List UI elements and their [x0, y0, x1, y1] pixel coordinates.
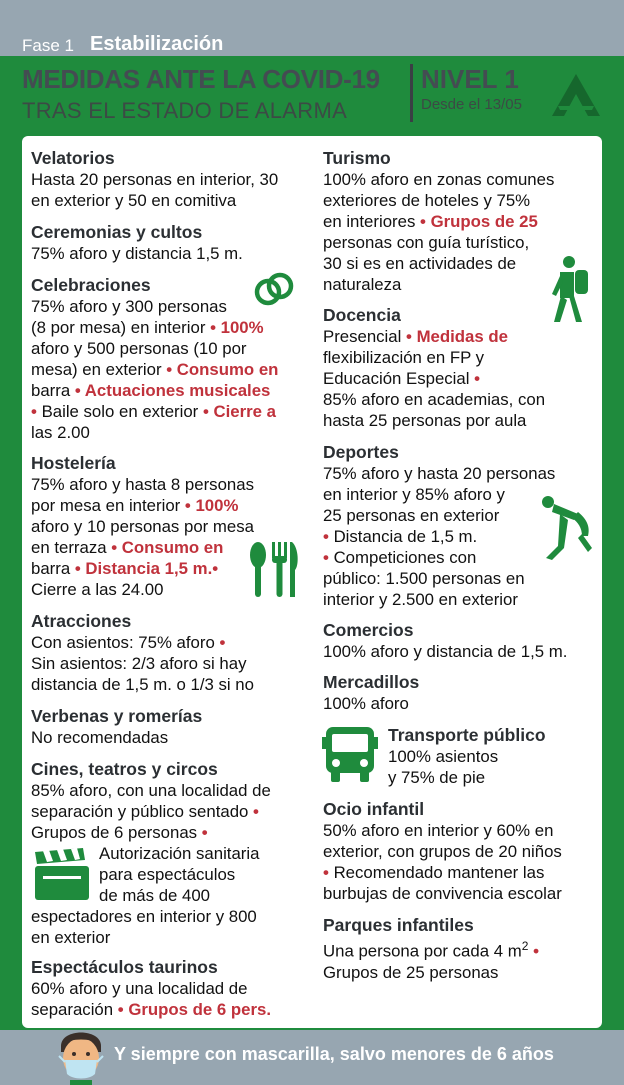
bus-icon: [322, 725, 378, 783]
text-line: • Baile solo en exterior • Cierre a: [31, 402, 276, 421]
section-title: Celebraciones: [31, 275, 151, 295]
exercise-icon: [538, 490, 594, 560]
section-title: Turismo: [323, 148, 391, 168]
text-line: aforo y 10 personas por mesa: [31, 517, 254, 536]
section-comercios: [323, 620, 598, 662]
text-line: 100% aforo: [323, 694, 409, 713]
text-line: Hasta 20 personas en interior, 30: [31, 170, 279, 189]
text-line: 50% aforo en interior y 60% en: [323, 821, 554, 840]
section-title: Mercadillos: [323, 672, 420, 692]
wedding-rings-icon: [252, 268, 296, 310]
section-ceremonias: [31, 222, 321, 264]
text-line: por mesa en interior • 100%: [31, 496, 239, 515]
level-date: Desde el 13/05: [421, 96, 522, 113]
text-line: 85% aforo, con una localidad de: [31, 781, 271, 800]
text-line: exterior, con grupos de 20 niños: [323, 842, 562, 861]
text-line: Con asientos: 75% aforo •: [31, 633, 226, 652]
section-title: Parques infantiles: [323, 915, 474, 935]
text-line: exteriores de hoteles y 75%: [323, 191, 531, 210]
text-line: para espectáculos: [99, 865, 236, 884]
text-line: hasta 25 personas por aula: [323, 411, 527, 430]
level-label: NIVEL 1: [421, 64, 519, 94]
text-line: Educación Especial •: [323, 369, 481, 388]
section-mercadillos: [323, 672, 598, 714]
text-line: personas con guía turístico,: [323, 233, 530, 252]
section-title: Docencia: [323, 305, 401, 325]
section-title: Verbenas y romerías: [31, 706, 203, 726]
section-title: Deportes: [323, 442, 399, 462]
text-line: mesa) en exterior • Consumo en: [31, 360, 279, 379]
text-line: (8 por mesa) en interior • 100%: [31, 318, 264, 337]
phase-label: Fase 1: [22, 36, 74, 55]
text-line: 75% aforo y 300 personas: [31, 297, 227, 316]
text-line: 85% aforo en academias, con: [323, 390, 546, 409]
text-line: barra • Distancia 1,5 m.•: [31, 559, 219, 578]
section-atracciones: [31, 611, 321, 695]
text-line: No recomendadas: [31, 728, 169, 747]
junta-logo-icon: [550, 72, 602, 118]
text-line: 30 si es en actividades de: [323, 254, 517, 273]
clapperboard-icon: [33, 846, 91, 902]
text-line: • Competiciones con: [323, 548, 477, 567]
face-mask-icon: [56, 1022, 106, 1085]
section-title: Cines, teatros y circos: [31, 759, 218, 779]
text-line: 75% aforo y hasta 8 personas: [31, 475, 254, 494]
footer-text: Y siempre con mascarilla, salvo menores de 6 años: [114, 1044, 554, 1064]
text-line: Grupos de 6 personas •: [31, 823, 208, 842]
section-parques: [323, 915, 598, 983]
text-line: las 2.00: [31, 423, 90, 442]
text-line: 60% aforo y una localidad de: [31, 979, 248, 998]
text-line: público: 1.500 personas en: [323, 569, 525, 588]
text-line: flexibilización en FP y: [323, 348, 485, 367]
section-velatorios: [31, 148, 321, 211]
text-line: burbujas de convivencia escolar: [323, 884, 562, 903]
text-line: distancia de 1,5 m. o 1/3 si no: [31, 675, 254, 694]
text-line: separación y público sentado •: [31, 802, 259, 821]
page-title: MEDIDAS ANTE LA COVID-19: [22, 64, 380, 94]
text-line: en terraza • Consumo en: [31, 538, 224, 557]
text-line: Cierre a las 24.00: [31, 580, 164, 599]
section-transporte: [388, 725, 598, 788]
text-line: • Distancia de 1,5 m.: [323, 527, 478, 546]
text-line: 100% aforo en zonas comunes: [323, 170, 555, 189]
text-line: Presencial • Medidas de: [323, 327, 508, 346]
text-line: naturaleza: [323, 275, 402, 294]
text-line: en interior y 85% aforo y: [323, 485, 505, 504]
section-verbenas: [31, 706, 321, 748]
text-line: separación • Grupos de 6 pers.: [31, 1000, 272, 1019]
text-line: Sin asientos: 2/3 aforo si hay: [31, 654, 247, 673]
text-line: • Recomendado mantener las: [323, 863, 545, 882]
text-line: 25 personas en exterior: [323, 506, 500, 525]
phase-name: Estabilización: [90, 33, 224, 55]
text-line: Grupos de 25 personas: [323, 962, 499, 982]
text-line: Autorización sanitaria: [99, 844, 260, 863]
text-line: aforo y 500 personas (10 por: [31, 339, 247, 358]
section-ocio: [323, 799, 598, 904]
text-line: 75% aforo y hasta 20 personas: [323, 464, 556, 483]
text-line: en interiores • Grupos de 25: [323, 212, 538, 231]
text-line: espectadores en interior y 800: [31, 907, 257, 926]
text-line: en exterior: [31, 928, 111, 947]
text-line: barra • Actuaciones musicales: [31, 381, 271, 400]
cutlery-icon: [246, 540, 300, 598]
text-line: en exterior y 50 en comitiva: [31, 191, 237, 210]
text-line: 100% aforo y distancia de 1,5 m.: [323, 642, 568, 661]
section-title: Comercios: [323, 620, 414, 640]
text-line: y 75% de pie: [388, 768, 486, 787]
text-line: Una persona por cada 4 $m^2$ •: [323, 939, 539, 961]
section-title: Transporte público: [388, 725, 546, 745]
text-line: 100% asientos: [388, 747, 499, 766]
section-title: Espectáculos taurinos: [31, 957, 218, 977]
section-taurinos: [31, 957, 321, 1020]
text-line: de más de 400: [99, 886, 211, 905]
text-line: 75% aforo y distancia 1,5 m.: [31, 244, 243, 263]
section-title: Ceremonias y cultos: [31, 222, 203, 242]
section-docencia: [323, 305, 598, 431]
section-title: Atracciones: [31, 611, 132, 631]
section-title: Velatorios: [31, 148, 115, 168]
page-subtitle: TRAS EL ESTADO DE ALARMA: [22, 98, 348, 123]
title-divider: [410, 64, 413, 122]
text-line: interior y 2.500 en exterior: [323, 590, 518, 609]
section-title: Hostelería: [31, 453, 116, 473]
section-title: Ocio infantil: [323, 799, 425, 819]
